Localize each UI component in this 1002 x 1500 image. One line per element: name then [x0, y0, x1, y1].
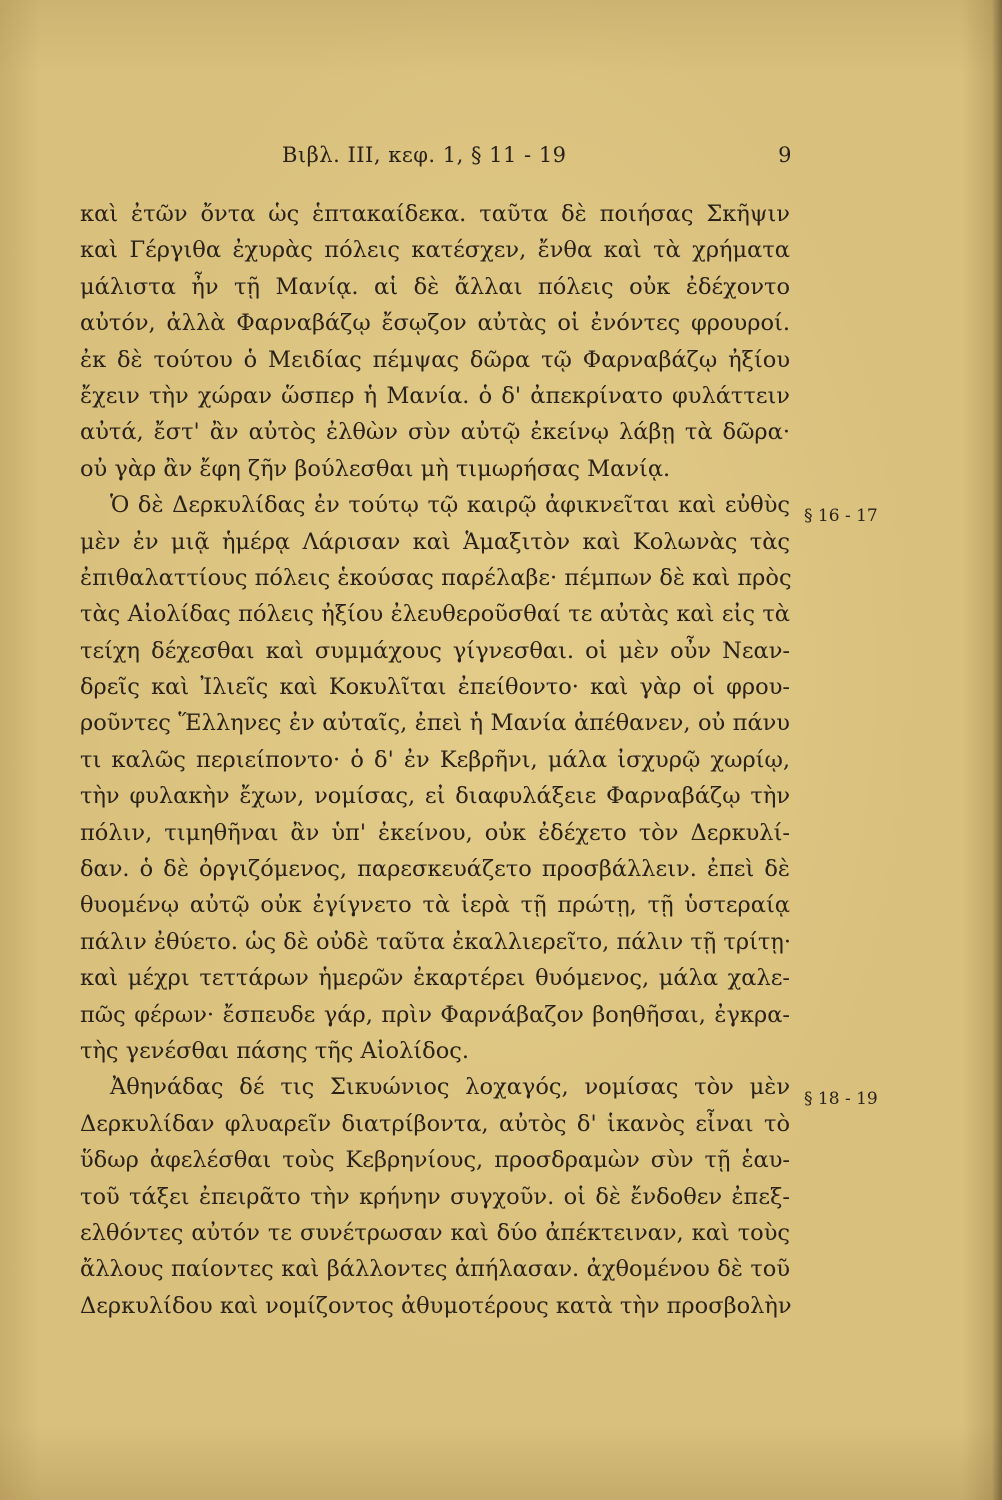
- text-line: τὴν φυλακὴν ἔχων, νομίσας, εἰ διαφυλάξειε Φαρναβάζῳ τὴν: [80, 783, 790, 810]
- text-line: πόλιν, τιμηθῆναι ἂν ὑπ' ἐκείνου, οὐκ ἐδέχετο τὸν Δερκυλί-: [80, 819, 790, 846]
- text-line: δρεῖς καὶ Ἰλιεῖς καὶ Κοκυλῖται ἐπείθοντο· καὶ γὰρ οἱ φρου-: [80, 674, 790, 701]
- text-line: μὲν ἐν μιᾷ ἡμέρᾳ Λάρισαν καὶ Ἁμαξιτὸν καὶ Κολωνὰς τὰς: [80, 528, 790, 555]
- text-line: τοῦ τάξει ἐπειρᾶτο τὴν κρήνην συγχοῦν. οἱ δὲ ἔνδοθεν ἐπεξ-: [80, 1183, 790, 1210]
- margin-section-ref: § 16 - 17: [804, 506, 878, 526]
- running-title: Βιβλ. III, κεφ. 1, § 11 - 19: [282, 143, 567, 167]
- page-edge-shadow: [992, 0, 1002, 1500]
- text-line: τὴς γενέσθαι πάσης τῆς Αἰολίδος.: [80, 1037, 469, 1064]
- text-line: πάλιν ἐθύετο. ὡς δὲ οὐδὲ ταῦτα ἐκαλλιερεῖτο, πάλιν τῇ τρίτῃ·: [80, 928, 792, 955]
- margin-section-ref: § 18 - 19: [804, 1089, 878, 1109]
- text-line: Ὁ δὲ Δερκυλίδας ἐν τούτῳ τῷ καιρῷ ἀφικνεῖται καὶ εὐθὺς: [110, 492, 790, 519]
- text-line: δαν. ὁ δὲ ὀργιζόμενος, παρεσκευάζετο προσβάλλειν. ἐπεὶ δὲ: [80, 856, 790, 883]
- text-line: θυομένῳ αὐτῷ οὐκ ἐγίγνετο τὰ ἱερὰ τῇ πρώτῃ, τῇ ὑστεραίᾳ: [80, 892, 790, 919]
- text-line: τείχη δέχεσθαι καὶ συμμάχους γίγνεσθαι. οἱ μὲν οὖν Νεαν-: [80, 637, 790, 664]
- text-line: μάλιστα ἦν τῇ Μανίᾳ. αἱ δὲ ἄλλαι πόλεις οὐκ ἐδέχοντο: [80, 273, 790, 300]
- text-line: τι καλῶς περιείποντο· ὁ δ' ἐν Κεβρῆνι, μάλα ἰσχυρῷ χωρίῳ,: [80, 746, 790, 773]
- body-text: [80, 196, 790, 1324]
- text-line: ὕδωρ ἀφελέσθαι τοὺς Κεβρηνίους, προσδραμὼν σὺν τῇ ἑαυ-: [80, 1147, 790, 1174]
- text-line: ελθόντες αὐτόν τε συνέτρωσαν καὶ δύο ἀπέκτειναν, καὶ τοὺς: [80, 1219, 790, 1246]
- text-line: ἐκ δὲ τούτου ὁ Μειδίας πέμψας δῶρα τῷ Φαρναβάζῳ ἠξίου: [80, 346, 790, 373]
- text-line: Δερκυλίδαν φλυαρεῖν διατρίβοντα, αὐτὸς δ' ἱκανὸς εἶναι τὸ: [80, 1110, 790, 1137]
- text-line: καὶ ἐτῶν ὄντα ὡς ἑπτακαίδεκα. ταῦτα δὲ ποιήσας Σκῆψιν: [80, 201, 790, 227]
- text-line: πῶς φέρων· ἔσπευδε γάρ, πρὶν Φαρνάβαζον βοηθῆσαι, ἐγκρα-: [80, 1001, 790, 1028]
- text-line: αὐτά, ἔστ' ἂν αὐτὸς ἐλθὼν σὺν αὐτῷ ἐκείνῳ λάβῃ τὰ δῶρα·: [80, 419, 790, 446]
- text-line: καὶ Γέργιθα ἐχυρὰς πόλεις κατέσχεν, ἔνθα καὶ τὰ χρήματα: [80, 237, 790, 264]
- text-line: αὐτόν, ἀλλὰ Φαρναβάζῳ ἔσῳζον αὐτὰς οἱ ἐνόντες φρουροί.: [80, 310, 790, 337]
- text-line: Ἀθηνάδας δέ τις Σικυώνιος λοχαγός, νομίσας τὸν μὲν: [110, 1074, 790, 1101]
- text-line: ἐπιθαλαττίους πόλεις ἑκούσας παρέλαβε· πέμπων δὲ καὶ πρὸς: [80, 564, 792, 591]
- text-line: ἔχειν τὴν χώραν ὥσπερ ἡ Μανία. ὁ δ' ἀπεκρίνατο φυλάττειν: [80, 382, 790, 409]
- page-number: 9: [778, 143, 792, 167]
- text-line: Δερκυλίδου καὶ νομίζοντος ἀθυμοτέρους κατὰ τὴν προσβολὴν: [80, 1292, 792, 1319]
- text-line: ροῦντες Ἕλληνες ἐν αὐταῖς, ἐπεὶ ἡ Μανία ἀπέθανεν, οὐ πάνυ: [80, 710, 790, 737]
- text-line: οὐ γὰρ ἂν ἔφη ζῆν βούλεσθαι μὴ τιμωρήσας Μανίᾳ.: [80, 455, 671, 482]
- text-line: ἄλλους παίοντες καὶ βάλλοντες ἀπήλασαν. ἀχθομένου δὲ τοῦ: [80, 1256, 790, 1283]
- text-line: τὰς Αἰολίδας πόλεις ἠξίου ἐλευθεροῦσθαί τε αὐτὰς καὶ εἰς τὰ: [80, 601, 790, 628]
- page-header: [282, 143, 792, 177]
- text-line: καὶ μέχρι τεττάρων ἡμερῶν ἐκαρτέρει θυόμενος, μάλα χαλε-: [80, 965, 790, 992]
